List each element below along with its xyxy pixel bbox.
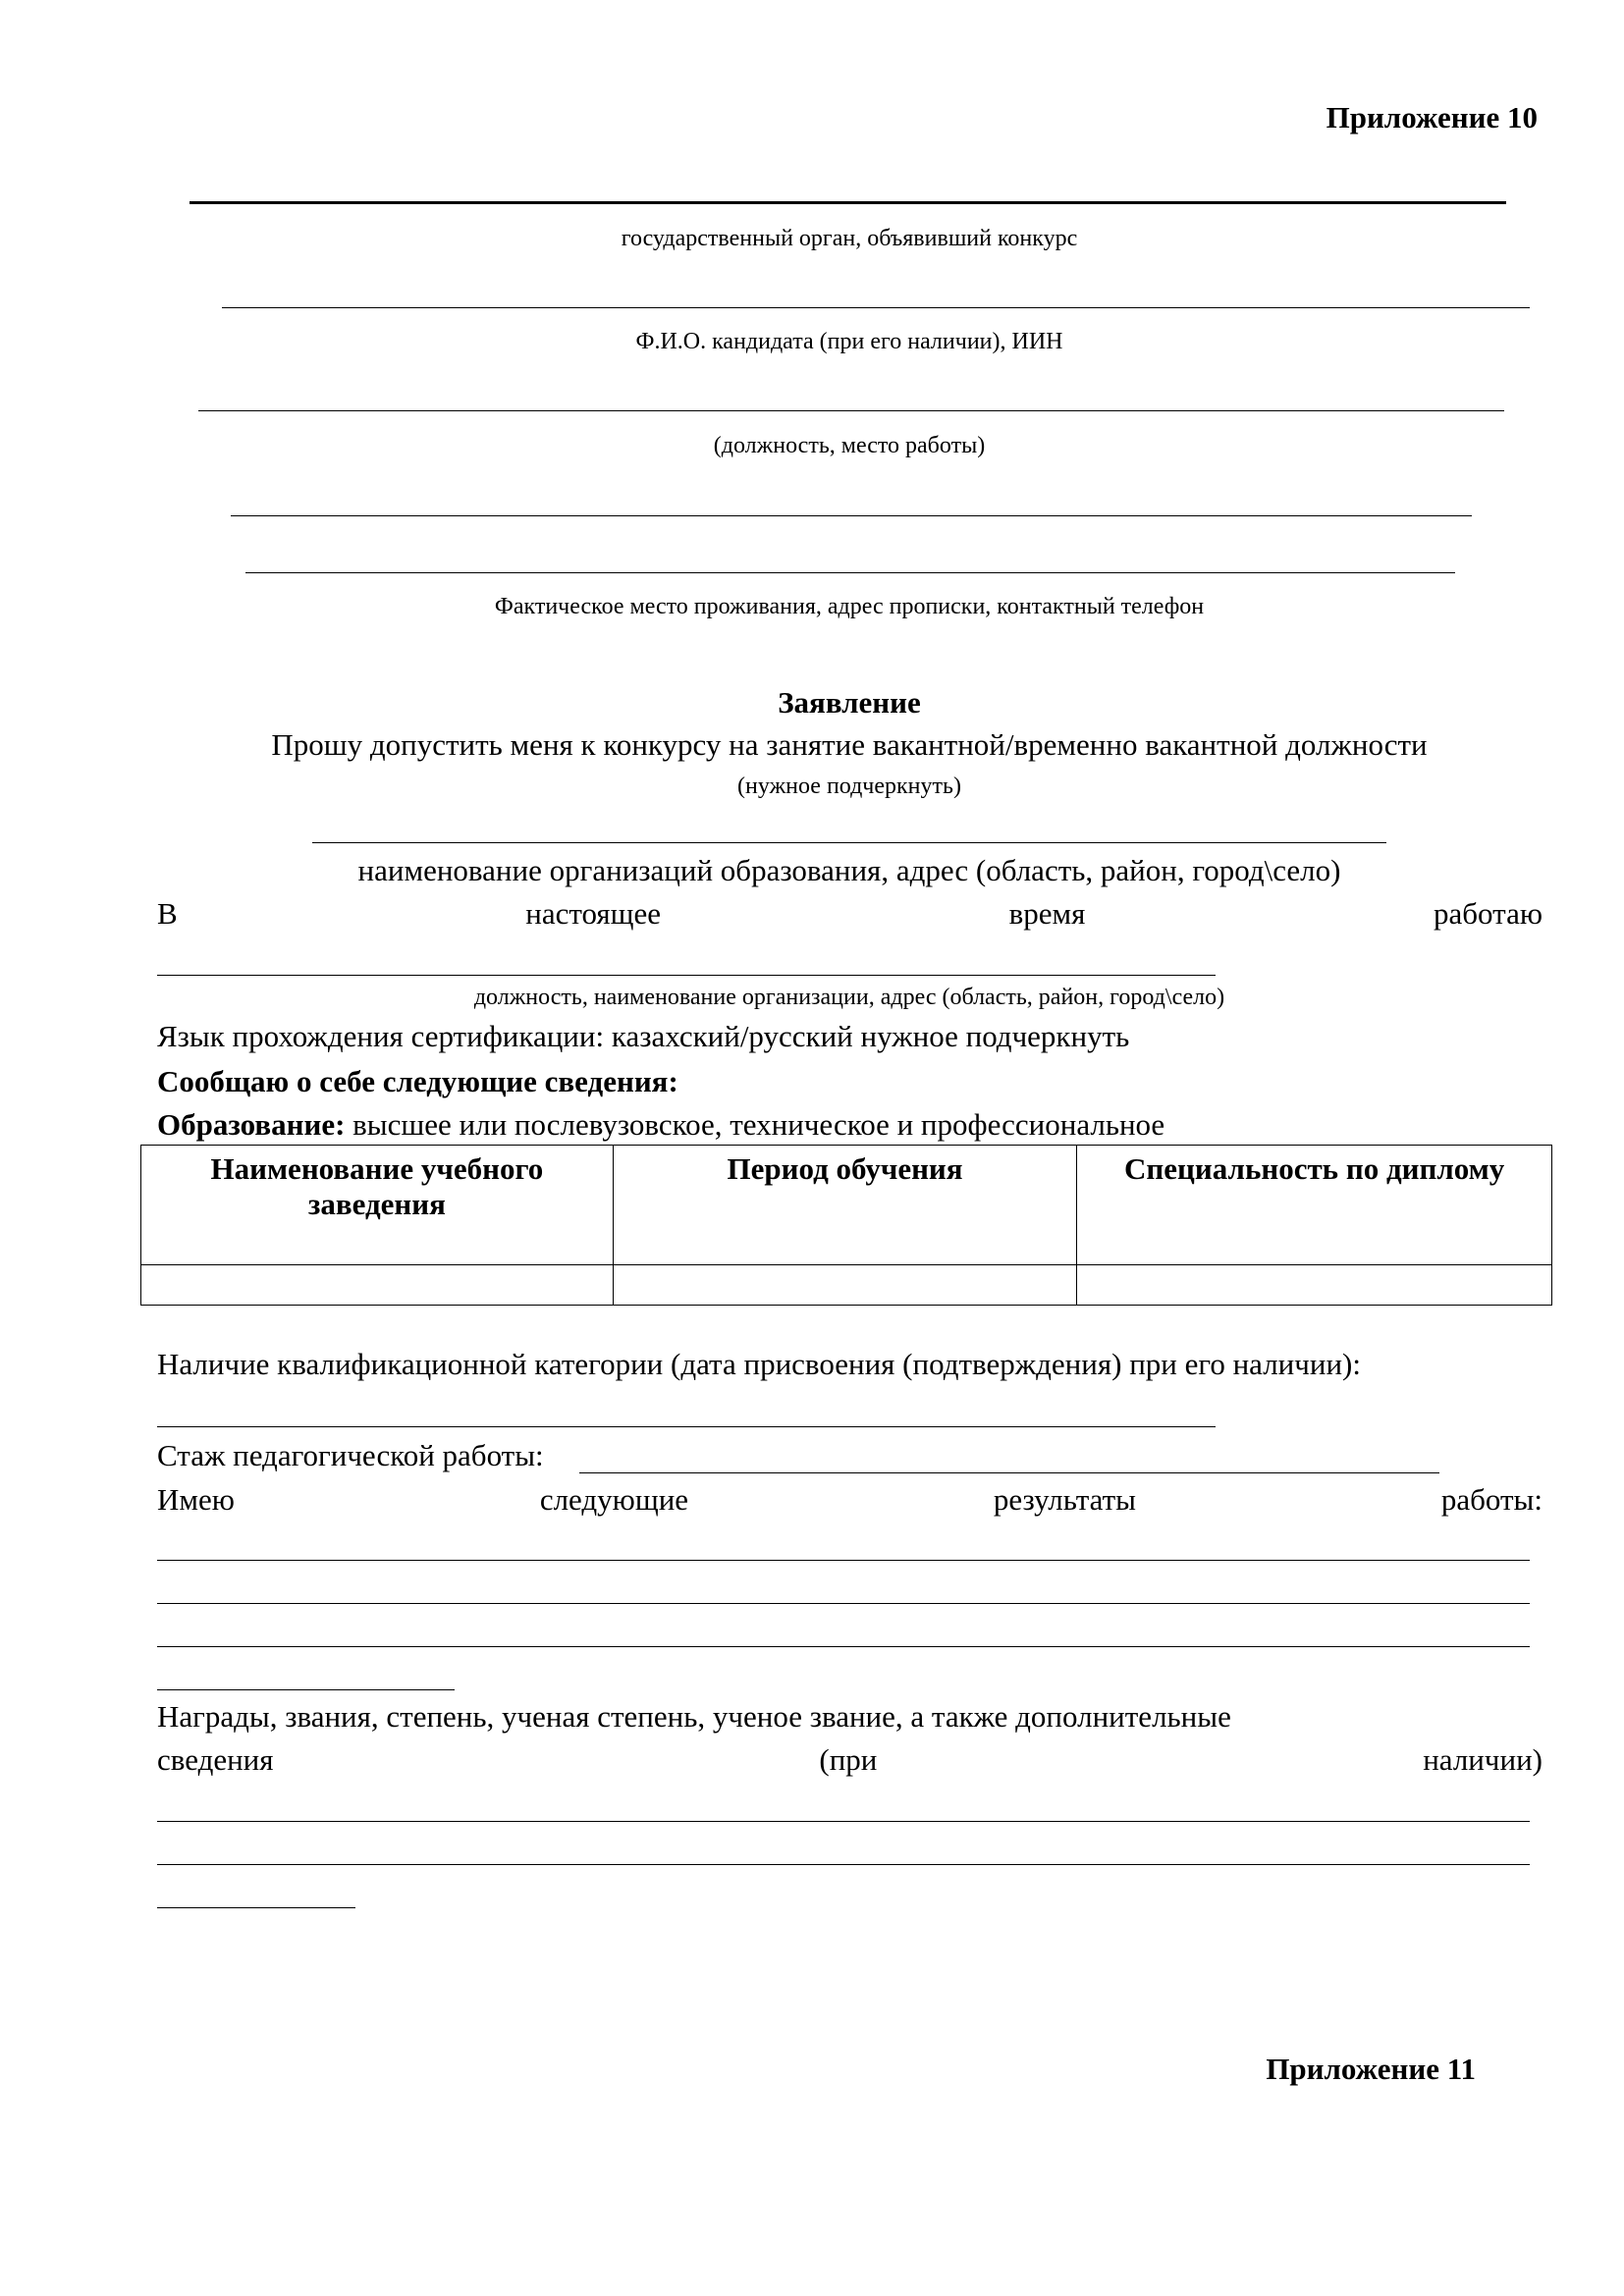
education-line xyxy=(157,1107,1164,1143)
results-word-3: результаты xyxy=(993,1482,1136,1517)
current-word-3: время xyxy=(1008,896,1086,931)
current-word-2: настоящее xyxy=(525,896,662,931)
position-caption: (должность, место работы) xyxy=(713,433,986,458)
header-institution: Наименование учебного заведения xyxy=(141,1146,614,1265)
position-line[interactable] xyxy=(198,410,1504,411)
table-cell-period[interactable] xyxy=(613,1265,1077,1306)
address-caption: Фактическое место проживания, адрес прописки, контактный телефон xyxy=(494,594,1205,619)
awards-word-1: сведения xyxy=(157,1742,274,1777)
table-header-row xyxy=(141,1146,1552,1265)
awards-word-3: наличии) xyxy=(1423,1742,1543,1777)
qualification-text: Наличие квалификационной категории (дата присвоения (подтверждения) при его наличии): xyxy=(157,1347,1361,1381)
current-work-row xyxy=(157,896,1543,932)
awards-row xyxy=(157,1742,1543,1778)
gov-body-line[interactable] xyxy=(189,201,1506,204)
results-line-2[interactable] xyxy=(157,1603,1530,1604)
results-word-4: работы: xyxy=(1440,1482,1543,1517)
awards-line-3[interactable] xyxy=(157,1907,355,1908)
organization-line[interactable] xyxy=(312,842,1386,843)
results-line-1[interactable] xyxy=(157,1560,1530,1561)
education-label: Образование: xyxy=(157,1107,346,1142)
address-line-2[interactable] xyxy=(245,572,1455,573)
education-text: высшее или послевузовское, техническое и профессиональное xyxy=(345,1107,1165,1142)
results-word-2: следующие xyxy=(539,1482,689,1517)
header-study-period: Период обучения xyxy=(613,1146,1077,1265)
language-line: Язык прохождения сертификации: казахский/русский нужное подчеркнуть xyxy=(157,1019,1130,1053)
education-table xyxy=(140,1145,1552,1306)
address-line-1[interactable] xyxy=(231,515,1472,516)
results-line-3[interactable] xyxy=(157,1646,1530,1647)
table-row xyxy=(141,1265,1552,1306)
qualification-line[interactable] xyxy=(157,1426,1216,1427)
current-word-4: работаю xyxy=(1434,896,1543,931)
fio-caption: Ф.И.О. кандидата (при его наличии), ИИН xyxy=(635,329,1063,354)
current-work-line[interactable] xyxy=(157,975,1216,976)
experience-line[interactable] xyxy=(579,1472,1439,1473)
gov-body-caption: государственный орган, объявивший конкурс xyxy=(621,226,1078,251)
statement-request: Прошу допустить меня к конкурсу на занятие вакантной/временно вакантной должности xyxy=(271,727,1428,762)
table-cell-specialty[interactable] xyxy=(1077,1265,1552,1306)
statement-title: Заявление xyxy=(778,685,921,720)
underline-note: (нужное подчеркнуть) xyxy=(737,774,961,799)
table-cell-institution[interactable] xyxy=(141,1265,614,1306)
fio-line[interactable] xyxy=(222,307,1530,308)
awards-line-1[interactable] xyxy=(157,1821,1530,1822)
awards-text: Награды, звания, степень, ученая степень, ученое звание, а также дополнительные xyxy=(157,1699,1231,1734)
experience-label: Стаж педагогической работы: xyxy=(157,1438,544,1472)
appendix-number-top: Приложение 10 xyxy=(1326,100,1538,134)
current-work-caption: должность, наименование организации, адрес (область, район, город\село) xyxy=(473,985,1225,1010)
awards-line-2[interactable] xyxy=(157,1864,1530,1865)
appendix-number-bottom: Приложение 11 xyxy=(1266,2052,1476,2086)
header-specialty: Специальность по диплому xyxy=(1077,1146,1552,1265)
current-word-1: В xyxy=(157,896,178,931)
results-word-1: Имею xyxy=(157,1482,235,1517)
awards-word-2: (при xyxy=(819,1742,878,1777)
results-row xyxy=(157,1482,1543,1518)
organization-caption: наименование организаций образования, адрес (область, район, город\село) xyxy=(357,853,1341,887)
about-me-heading: Сообщаю о себе следующие сведения: xyxy=(157,1064,678,1098)
results-line-4[interactable] xyxy=(157,1689,455,1690)
